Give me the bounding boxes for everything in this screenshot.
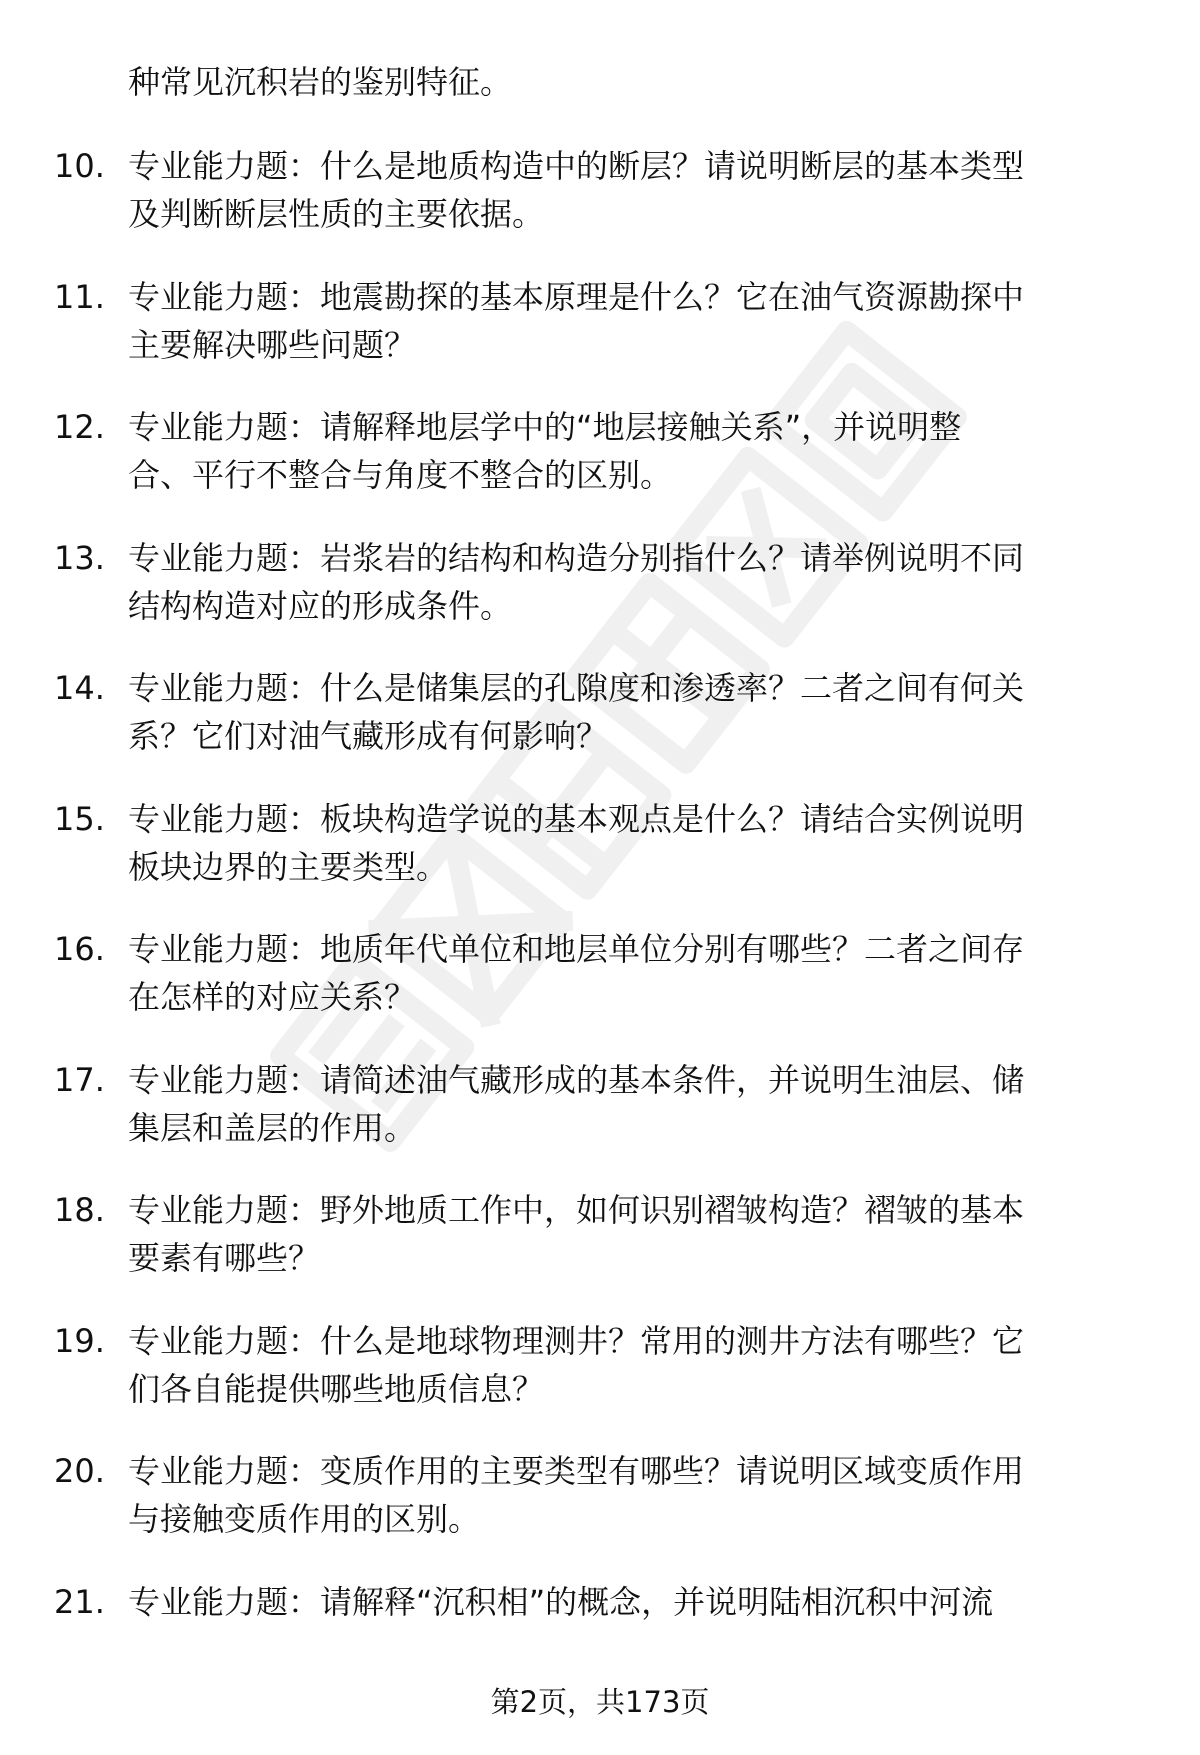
question-text: 专业能力题：变质作用的主要类型有哪些？请说明区域变质作用 与接触变质作用的区别。 [128,1452,1025,1538]
question-text: 专业能力题：请简述油气藏形成的基本条件，并说明生油层、储 集层和盖层的作用。 [128,1060,1025,1147]
question-number: 20. [54,1452,105,1490]
page-footer: 第2页，共173页 [490,1685,710,1719]
question-item [0,534,1200,665]
question-text: 专业能力题：什么是地球物理测井？常用的测井方法有哪些？它 们各自能提供哪些地质信息？ [128,1321,1025,1408]
question-list [0,142,1200,1708]
question-text: 专业能力题：什么是储集层的孔隙度和渗透率？二者之间有何关 系？它们对油气藏形成有何影响？ [128,669,1025,755]
question-number: 10. [54,147,105,185]
question-number: 13. [54,538,105,577]
question-number: 11. [54,277,105,316]
question-item [0,925,1200,1056]
question-number: 18. [54,1191,105,1229]
question-item [0,1317,1200,1448]
question-item [0,142,1200,273]
question-item [0,403,1200,534]
continuation-text: 种常见沉积岩的鉴别特征。 [128,63,513,101]
question-number: 17. [54,1060,105,1099]
question-text: 专业能力题：岩浆岩的结构和构造分别指什么？请举例说明不同 结构构造对应的形成条件。 [128,538,1025,625]
question-number: 19. [54,1321,105,1360]
question-text: 专业能力题：请解释“沉积相”的概念，并说明陆相沉积中河流 [128,1582,994,1621]
question-item [0,1186,1200,1317]
question-number: 15. [54,799,105,838]
question-item [0,1056,1200,1187]
question-item [0,664,1200,795]
question-item [0,795,1200,926]
question-number: 21. [54,1582,105,1621]
question-number: 12. [54,408,105,446]
question-text: 专业能力题：地震勘探的基本原理是什么？它在油气资源勘探中 主要解决哪些问题？ [128,277,1025,364]
question-text: 专业能力题：板块构造学说的基本观点是什么？请结合实例说明 板块边界的主要类型。 [128,799,1025,886]
question-text: 专业能力题：地质年代单位和地层单位分别有哪些？二者之间存 在怎样的对应关系？ [128,930,1025,1016]
question-text: 专业能力题：什么是地质构造中的断层？请说明断层的基本类型 及判断断层性质的主要依据。 [128,147,1025,233]
question-number: 14. [54,669,105,707]
question-text: 专业能力题：野外地质工作中，如何识别褶皱构造？褶皱的基本 要素有哪些？ [128,1191,1025,1277]
question-number: 16. [54,930,105,968]
question-text: 专业能力题：请解释地层学中的“地层接触关系”，并说明整 合、平行不整合与角度不整合的区别。 [128,408,962,494]
question-item [0,273,1200,404]
question-item [0,1447,1200,1578]
